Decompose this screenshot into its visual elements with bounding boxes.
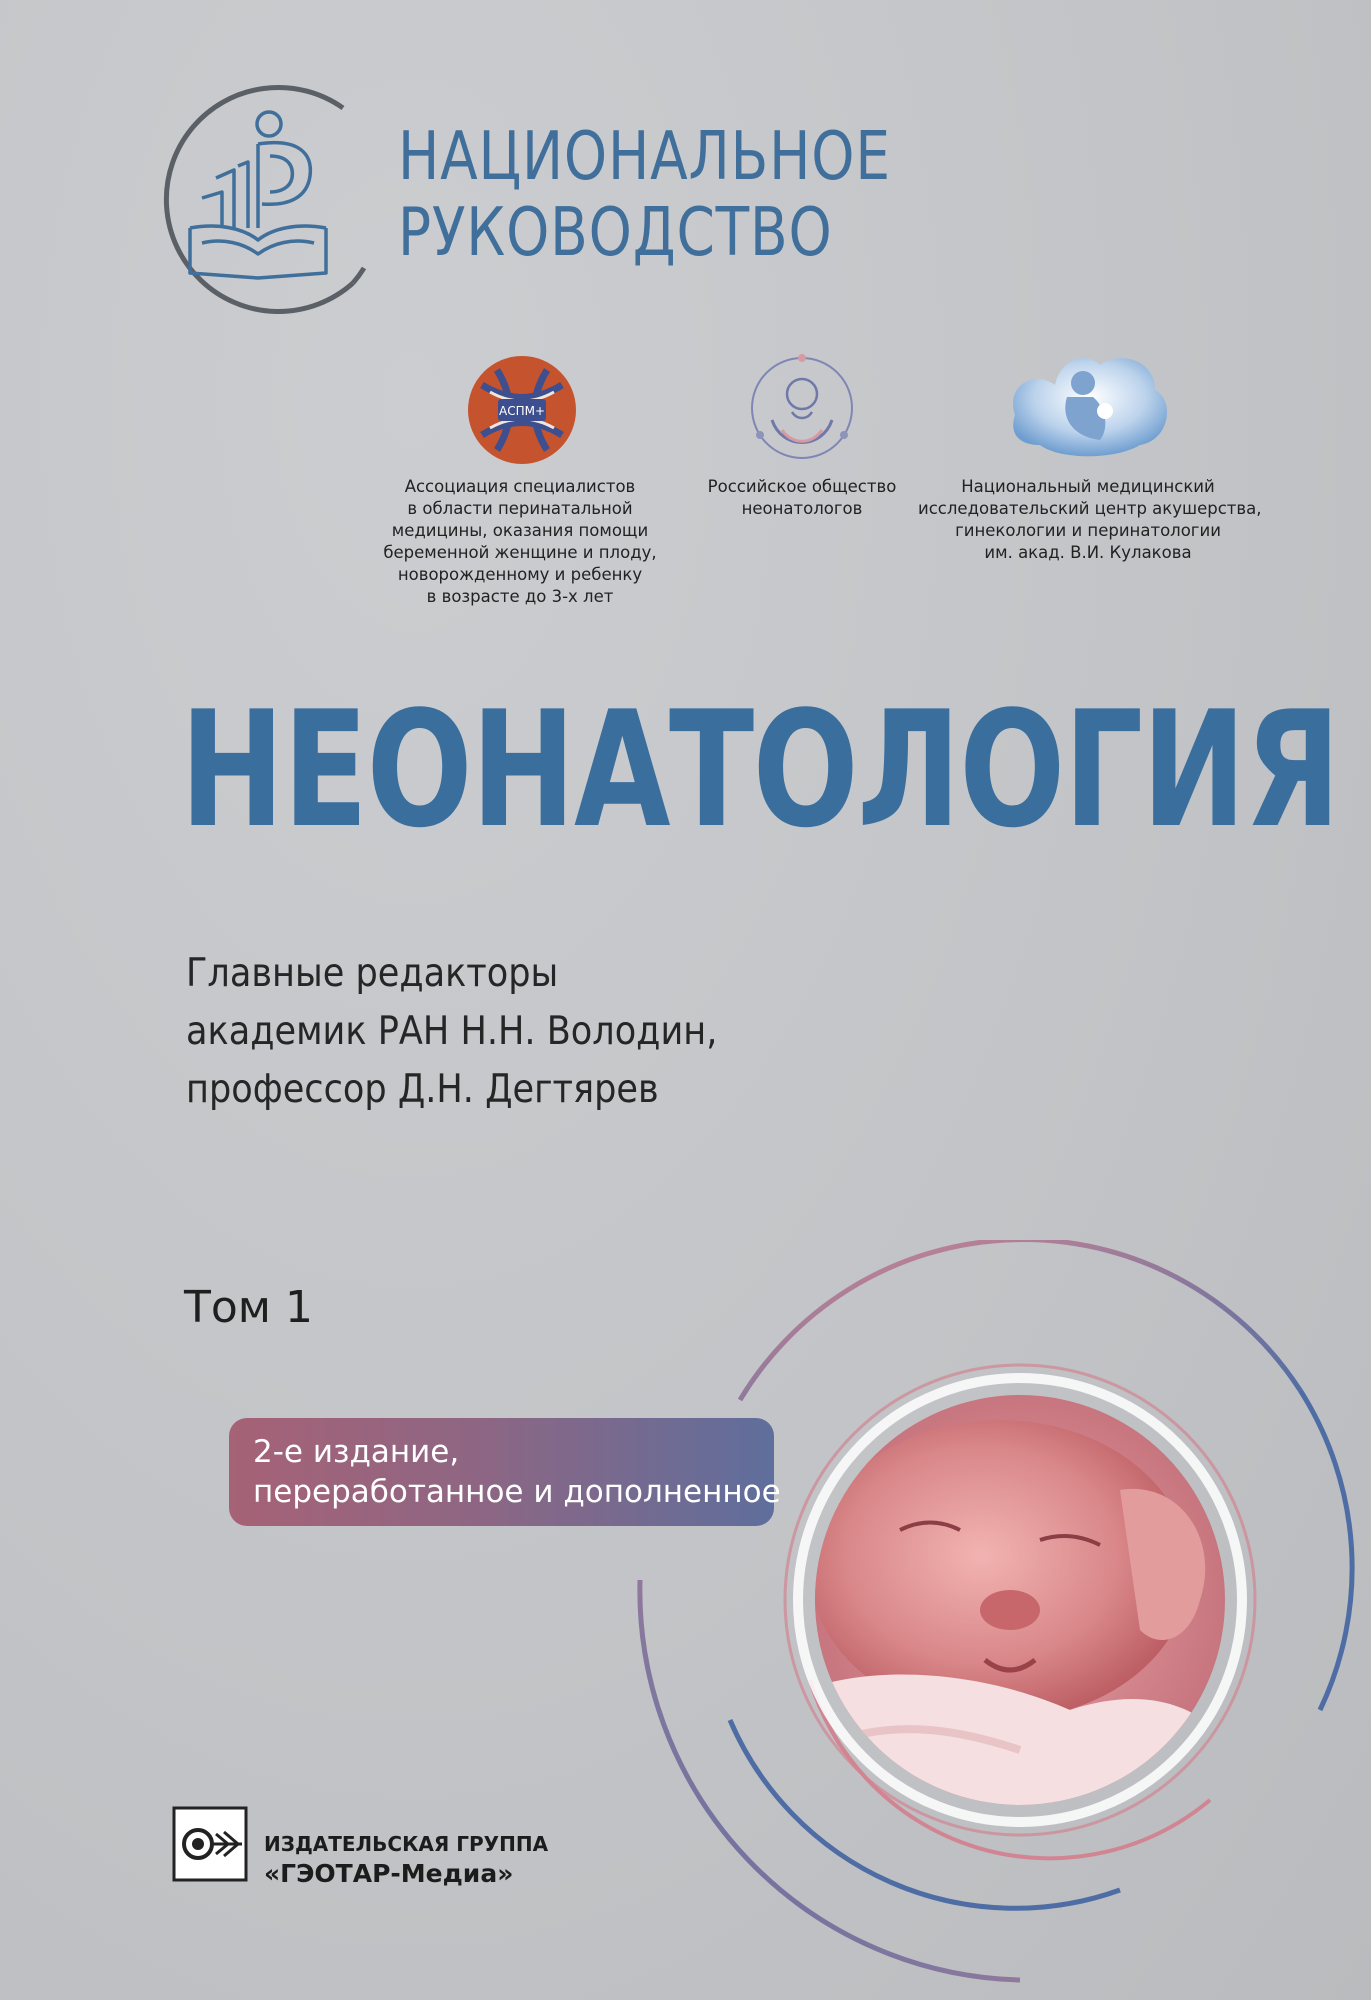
aspm-emblem-icon [462,350,582,470]
editor-1: академик РАН Н.Н. Володин, [186,1009,718,1054]
org-neonatology-society-line: Российское общество [707,477,897,496]
org-aspm-line: беременной женщине и плоду, [383,543,657,562]
edition-line1: 2-е издание, [253,1434,460,1470]
publisher-line2: «ГЭОТАР-Медиа» [264,1859,514,1888]
neonatology-society-emblem-icon [742,350,862,470]
editors [186,945,717,1119]
org-kulakov-center-line: гинекологии и перинатологии [955,521,1221,540]
editors-heading: Главные редакторы [186,951,559,996]
org-aspm-line: медицины, оказания помощи [391,521,649,540]
edition-line2: переработанное и дополненное [253,1474,781,1510]
editor-2: профессор Д.Н. Дегтярев [186,1067,659,1112]
book-title: НЕОНАТОЛОГИЯ [180,676,1340,863]
aspm-emblem-text: АСПМ+ [498,404,546,418]
org-neonatology-society-text [682,476,922,520]
org-aspm-text [380,476,660,608]
org-kulakov-center-line: исследовательский центр акушерства, [918,499,1262,518]
org-kulakov-center-line: Национальный медицинский [961,477,1215,496]
publisher-line1: ИЗДАТЕЛЬСКАЯ ГРУППА [264,1832,549,1856]
org-kulakov-center-line: им. акад. В.И. Кулакова [984,543,1192,562]
national-guide-logo-icon [138,78,378,323]
org-neonatology-society-line: неонатологов [741,499,863,518]
org-aspm-line: в области перинатальной [407,499,633,518]
geotar-media-logo-icon [172,1806,248,1882]
baby-photo-illustration [600,1240,1371,2000]
series-title-line1: НАЦИОНАЛЬНОЕ [398,117,891,195]
kulakov-center-emblem-icon [1005,345,1173,460]
publisher-name [264,1829,548,1889]
volume-label: Том 1 [184,1282,313,1333]
org-aspm-line: Ассоциация специалистов [404,477,636,496]
edition-badge [229,1418,781,1526]
org-aspm-line: новорожденному и ребенку [397,565,643,584]
series-title [398,118,891,270]
org-kulakov-center-text [918,476,1262,564]
series-title-line2: РУКОВОДСТВО [398,193,833,271]
org-aspm-line: в возрасте до 3-х лет [426,587,614,606]
